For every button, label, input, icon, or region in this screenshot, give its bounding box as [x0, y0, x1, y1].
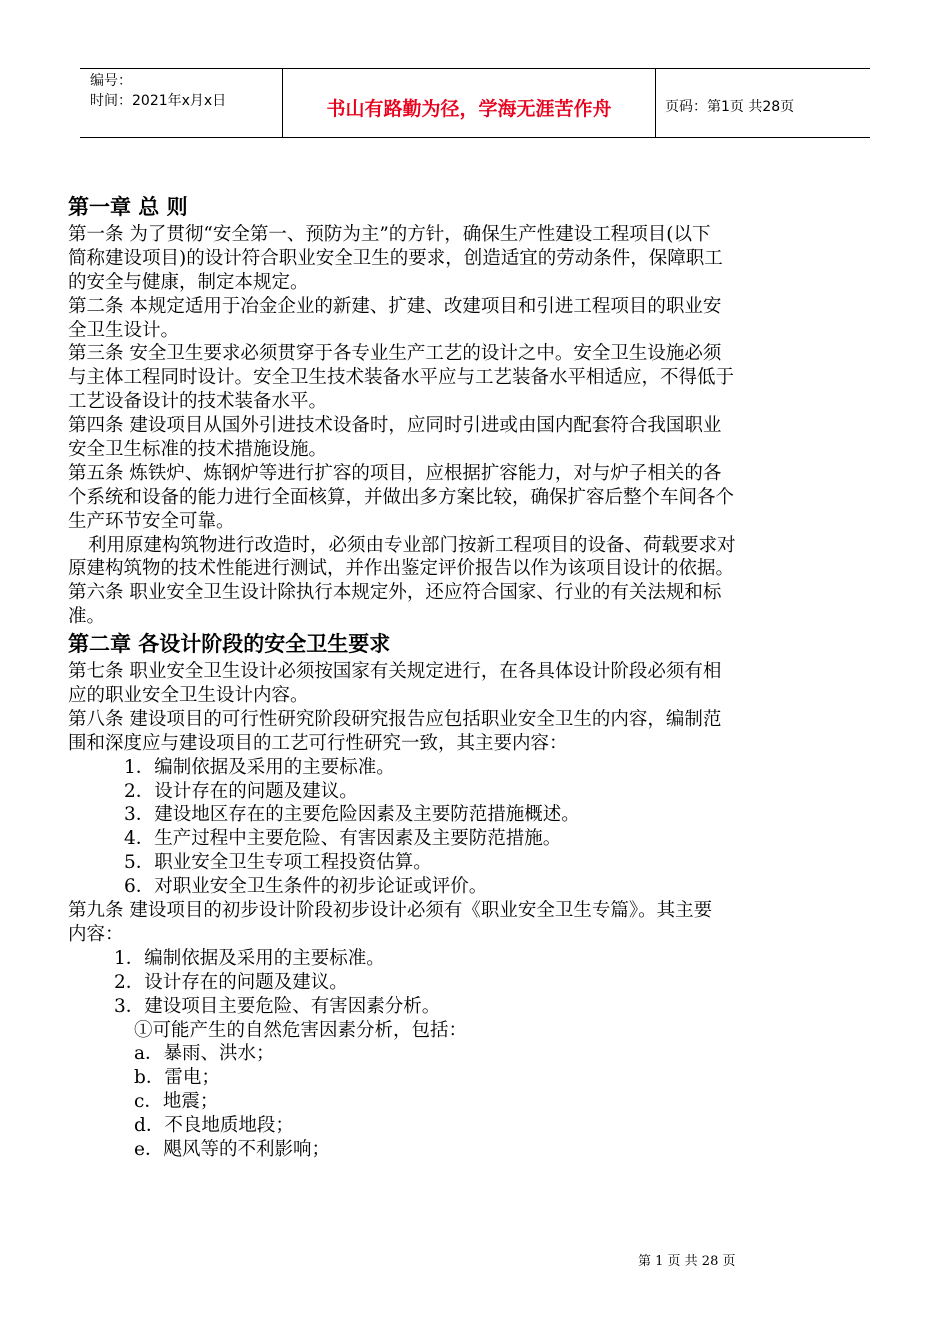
list-item: 5．职业安全卫生专项工程投资估算。	[124, 852, 432, 874]
text-line-indented: 利用原建构筑物进行改造时，必须由专业部门按新工程项目的设备、荷载要求对	[88, 534, 736, 556]
text-line: 第七条 职业安全卫生设计必须按国家有关规定进行，在各具体设计阶段必须有相	[68, 661, 722, 683]
header-meta-cell	[80, 69, 282, 137]
text-line: 第五条 炼铁炉、炼钢炉等进行扩容的项目，应根据扩容能力，对与炉子相关的各	[68, 462, 722, 484]
sub-list-item: b．雷电；	[134, 1067, 220, 1089]
text-line: 第一条 为了贯彻“安全第一、预防为主”的方针，确保生产性建设工程项目(以下	[68, 224, 711, 245]
document-header-table	[80, 68, 870, 138]
text-line: 准。	[68, 606, 106, 628]
text-line: 生产环节安全可靠。	[68, 510, 235, 532]
sub-list-item: a．暴雨、洪水；	[134, 1043, 275, 1065]
list-item: 3．建设地区存在的主要危险因素及主要防范措施概述。	[124, 804, 580, 826]
sub-list-item: ①可能产生的自然危害因素分析，包括：	[134, 1019, 468, 1041]
sub-list-item: c．地震；	[134, 1091, 219, 1113]
header-page-cell	[655, 69, 870, 137]
list-item: 6．对职业安全卫生条件的初步论证或评价。	[124, 876, 488, 898]
text-line: 的安全与健康，制定本规定。	[68, 271, 309, 293]
date-label: 时间：2021年x月x日	[90, 93, 227, 109]
text-line: 应的职业安全卫生设计内容。	[68, 685, 309, 707]
chapter-1-title: 第一章 总 则	[68, 195, 188, 219]
list-item: 1．编制依据及采用的主要标准。	[124, 756, 395, 778]
text-line: 全卫生设计。	[68, 319, 180, 341]
header-page-info: 页码：第1页 共28页	[665, 99, 795, 115]
list-item: 2．设计存在的问题及建议。	[114, 971, 348, 993]
list-item: 3．建设项目主要危险、有害因素分析。	[114, 995, 441, 1017]
header-motto-cell	[282, 69, 656, 137]
text-line: 第四条 建设项目从国外引进技术设备时，应同时引进或由国内配套符合我国职业	[68, 415, 722, 437]
text-line: 个系统和设备的能力进行全面核算，并做出多方案比较，确保扩容后整个车间各个	[68, 486, 735, 508]
sub-list-item: e．飓风等的不利影响；	[134, 1138, 330, 1160]
list-item: 2．设计存在的问题及建议。	[124, 780, 358, 802]
sub-list-item: d．不良地质地段；	[134, 1115, 294, 1137]
list-item: 1．编制依据及采用的主要标准。	[114, 947, 385, 969]
text-line: 第八条 建设项目的可行性研究阶段研究报告应包括职业安全卫生的内容，编制范	[68, 708, 722, 730]
page-footer: 第 1 页 共 28 页	[638, 1254, 736, 1269]
text-line: 围和深度应与建设项目的工艺可行性研究一致，其主要内容：	[68, 732, 568, 754]
text-line: 第九条 建设项目的初步设计阶段初步设计必须有《职业安全卫生专篇》。其主要	[68, 900, 713, 922]
document-body	[68, 192, 876, 1162]
text-line: 第二条 本规定适用于冶金企业的新建、扩建、改建项目和引进工程项目的职业安	[68, 295, 722, 317]
text-line: 与主体工程同时设计。安全卫生技术装备水平应与工艺装备水平相适应，不得低于	[68, 367, 735, 389]
text-line: 原建构筑物的技术性能进行测试，并作出鉴定评价报告以作为该项目设计的依据。	[68, 558, 735, 580]
chapter-2-title: 第二章 各设计阶段的安全卫生要求	[68, 632, 391, 657]
text-line: 内容：	[68, 923, 124, 945]
text-line: 工艺设备设计的技术装备水平。	[68, 391, 328, 413]
list-item: 4．生产过程中主要危险、有害因素及主要防范措施。	[124, 828, 562, 850]
text-line: 简称建设项目)的设计符合职业安全卫生的要求，创造适宜的劳动条件，保障职工	[68, 247, 723, 269]
text-line: 第六条 职业安全卫生设计除执行本规定外，还应符合国家、行业的有关法规和标	[68, 582, 722, 604]
header-motto: 书山有路勤为径，学海无涯苦作舟	[326, 98, 612, 120]
serial-number-label: 编号：	[90, 73, 132, 89]
text-line: 安全卫生标准的技术措施设施。	[68, 439, 328, 461]
text-line: 第三条 安全卫生要求必须贯穿于各专业生产工艺的设计之中。安全卫生设施必须	[68, 343, 722, 365]
